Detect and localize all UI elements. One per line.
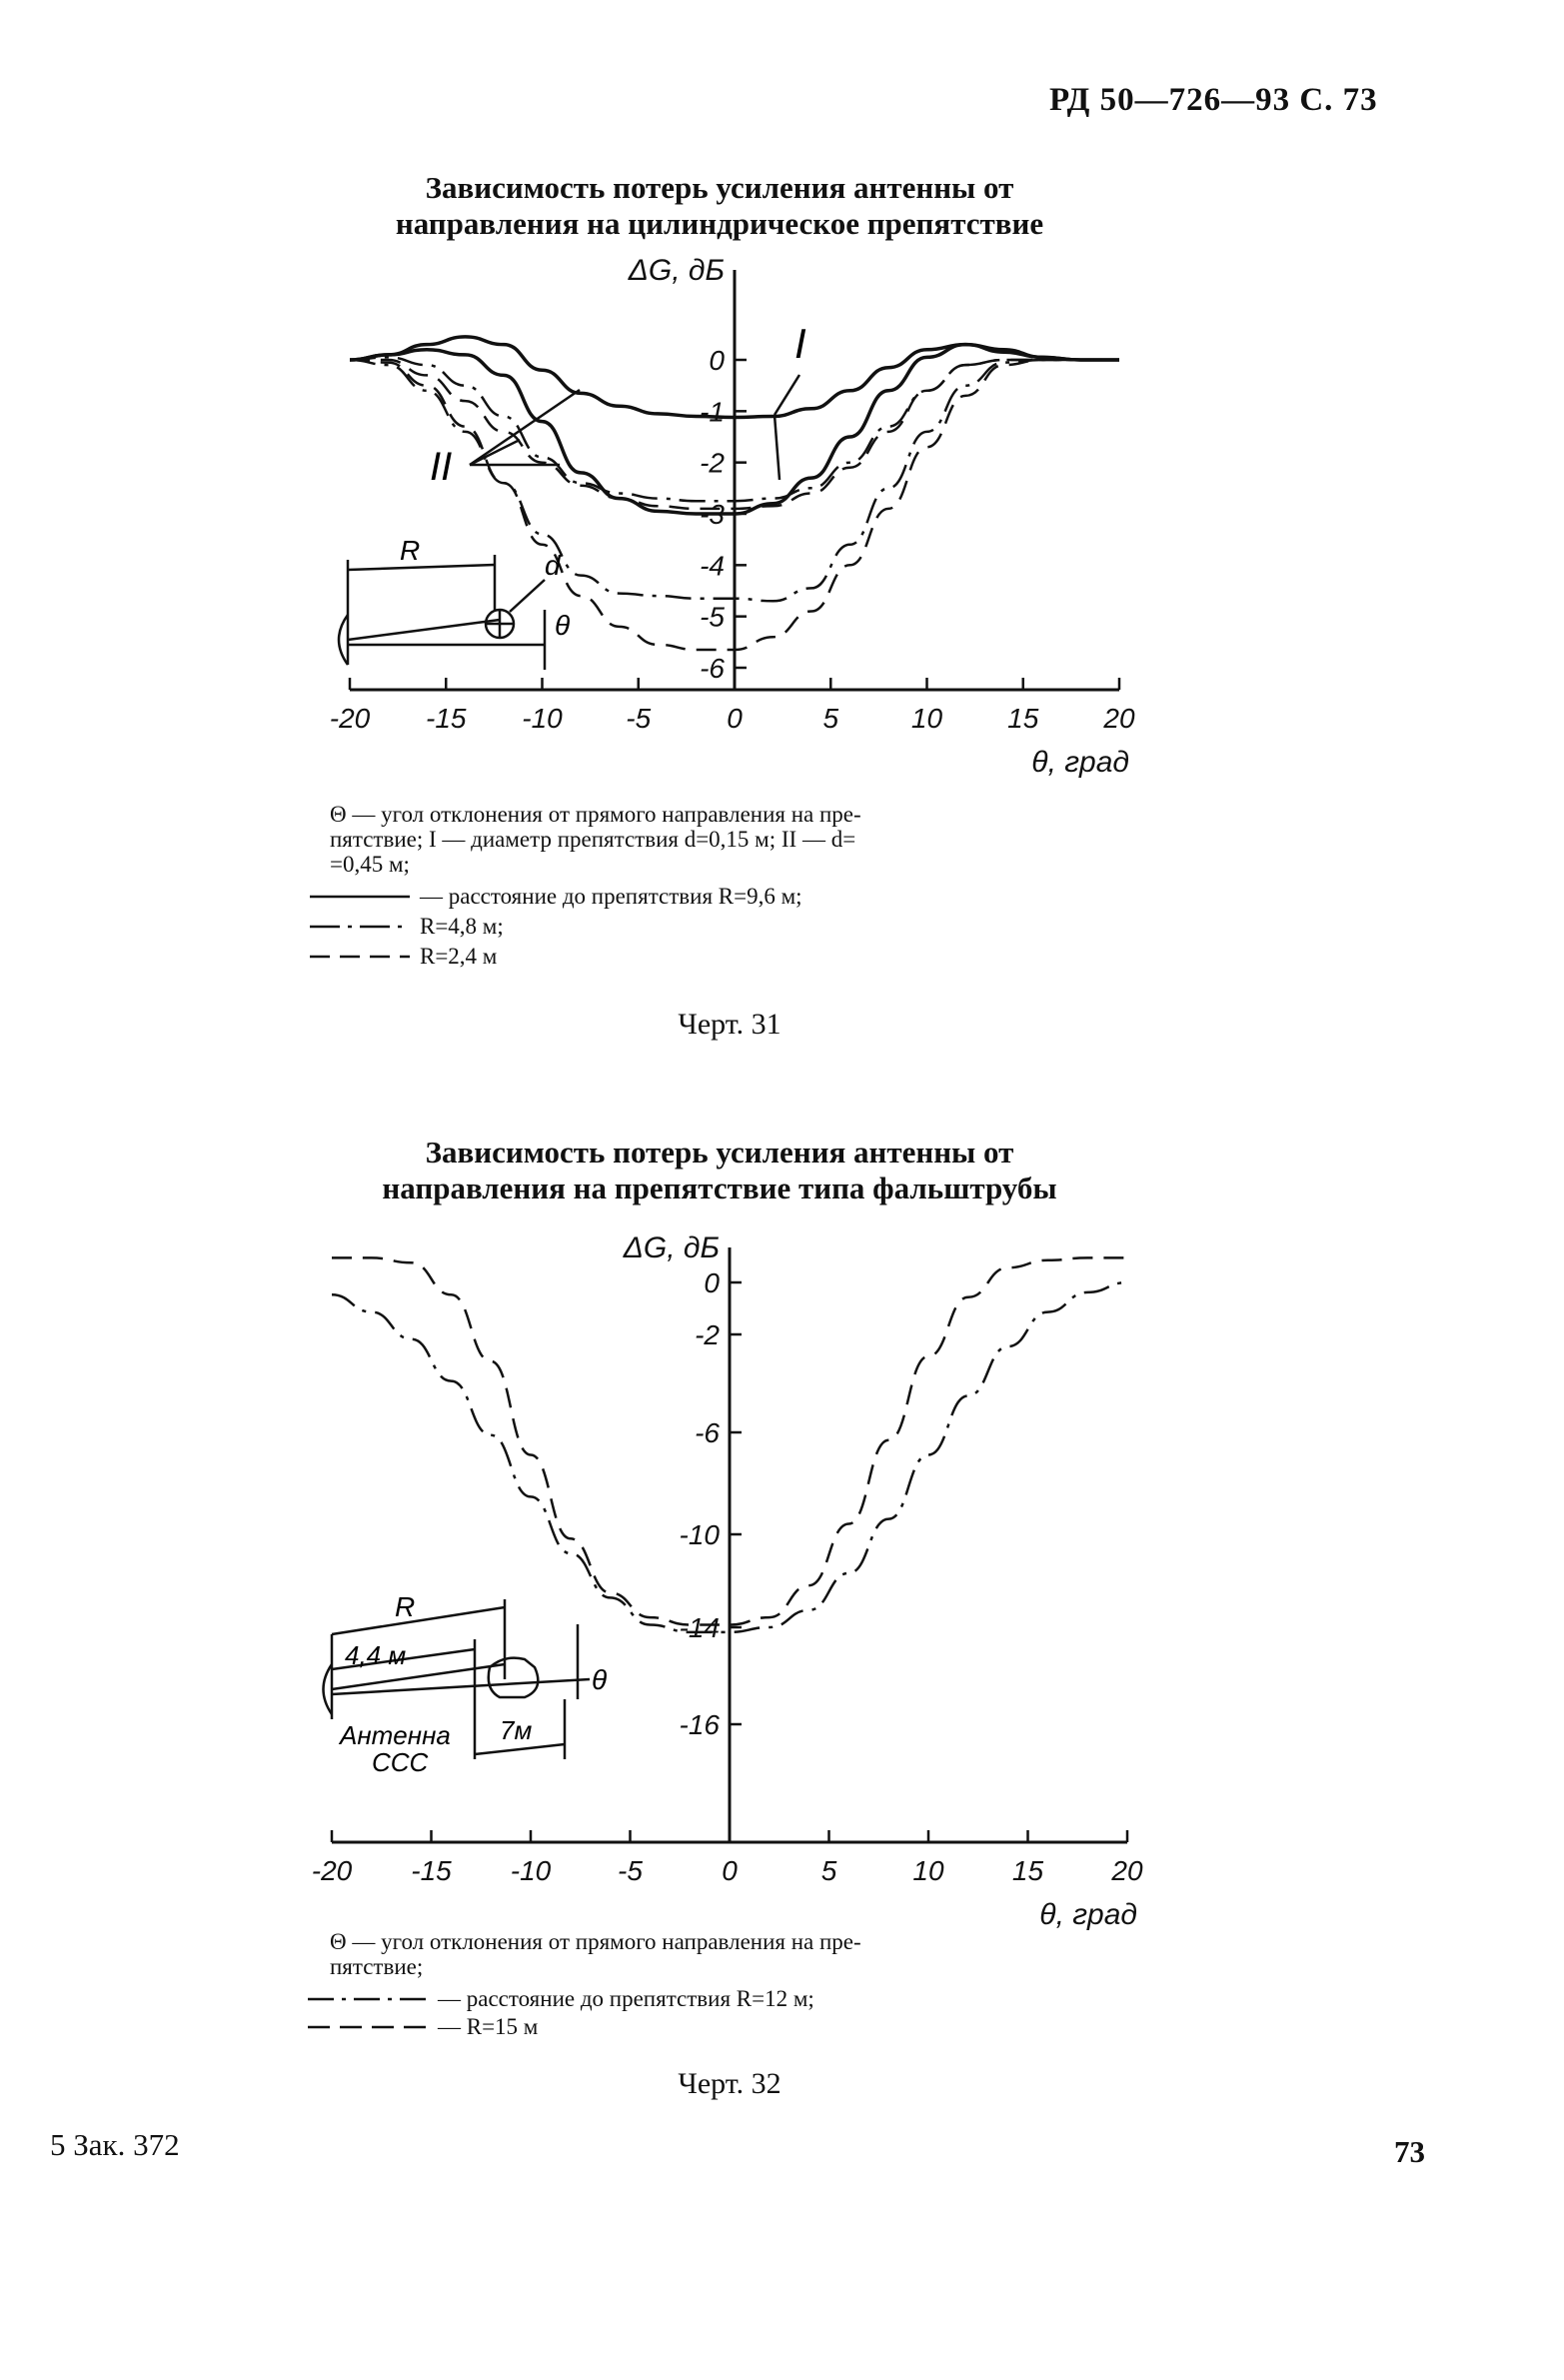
x-tick-label: -10 (510, 1855, 552, 1886)
y-tick-label: -2 (700, 447, 725, 479)
x-tick-label: 0 (727, 703, 743, 734)
fig32-note-line2: пятствие; (330, 1954, 424, 1979)
fig32-axes (312, 1231, 1143, 1931)
fig32-legend-label: — расстояние до препятствия R=12 м; (438, 1986, 814, 2011)
footer-page-number: 73 (1394, 2134, 1425, 2169)
y-tick-label: -4 (700, 550, 725, 582)
x-tick-label: -5 (626, 703, 652, 734)
x-tick-label: -15 (426, 703, 467, 734)
x-tick-label: 5 (822, 703, 839, 734)
fig31-note (330, 802, 1159, 877)
x-tick-label: 20 (1111, 1855, 1143, 1886)
x-tick-label: 5 (820, 1855, 837, 1886)
x-tick-label: -20 (311, 1855, 353, 1886)
y-tick-label: -1 (700, 396, 725, 428)
fig31-legend-label: R=2,4 м (420, 944, 498, 969)
fig31-note-line1: Θ — угол отклонения от прямого направления на пре- (330, 802, 861, 827)
y-tick-label: -10 (679, 1519, 720, 1550)
x-tick-label: 15 (1007, 703, 1039, 734)
fig32-inset-R: R (395, 1591, 416, 1622)
fig32-note (330, 1929, 1159, 1979)
fig31-note-line2: пятствие; I — диаметр препятствия d=0,15 м; II — d= (330, 827, 856, 852)
fig32-caption: Черт. 32 (678, 2067, 782, 2100)
x-tick-label: -20 (329, 703, 371, 734)
y-tick-label: -6 (700, 653, 725, 684)
fig31-title-line1: Зависимость потерь усиления антенны от (425, 170, 1014, 205)
fig32-legend (308, 1987, 814, 2039)
fig31-legend-label: R=4,8 м; (420, 914, 504, 939)
fig31-R-dim (348, 565, 495, 570)
fig31-note-line3: =0,45 м; (330, 852, 410, 877)
fig31-inset (339, 555, 545, 670)
fig32-legend-label: — R=15 м (438, 2014, 539, 2039)
x-tick-label: -10 (522, 703, 563, 734)
footer-order-number: 5 Зак. 372 (50, 2127, 180, 2162)
fig32-obstacle (489, 1658, 539, 1697)
fig32-title-line2: направления на препятствие типа фальштрубы (382, 1171, 1057, 1205)
fig31-group-II-label: II (430, 445, 453, 489)
fig32-inset-antenna1: Антенна (340, 1720, 451, 1750)
x-tick-label: 10 (912, 1855, 944, 1886)
fig32-legend-item-dashdot (308, 1987, 814, 2011)
running-header: РД 50—726—93 С. 73 (1049, 82, 1378, 118)
fig32-antenna-icon (324, 1664, 333, 1714)
fig32-inset-antenna2: ССС (372, 1747, 429, 1777)
x-tick-label: 20 (1103, 703, 1135, 734)
fig32-title-line1: Зависимость потерь усиления антенны от (425, 1135, 1014, 1170)
fig31-group-I-label: I (794, 320, 806, 367)
fig32-inset-dist2: 7м (500, 1715, 533, 1745)
fig32-title (250, 1135, 1189, 1206)
fig32-note-line1: Θ — угол отклонения от прямого направления на пре- (330, 1929, 861, 1954)
y-tick-label: -3 (700, 499, 725, 530)
fig32-inset-theta: θ (592, 1664, 608, 1695)
fig32-inset-dist1: 4,4 м (345, 1640, 407, 1670)
fig31-inset-d: d (545, 550, 561, 581)
fig31-title-line2: направления на цилиндрическое препятствие (395, 206, 1044, 241)
x-tick-label: 0 (722, 1855, 738, 1886)
fig31-inset-R: R (400, 535, 421, 566)
fig31-caption: Черт. 31 (678, 1008, 782, 1041)
y-axis-label: ΔG, дБ (623, 1231, 720, 1264)
y-axis-label: ΔG, дБ (628, 254, 725, 287)
y-tick-label: -2 (695, 1319, 720, 1350)
fig32-legend-item-dashed (308, 2015, 814, 2039)
fig31-legend-item-solid (310, 885, 802, 909)
y-tick-label: -16 (679, 1709, 720, 1740)
fig31-axes (330, 254, 1135, 779)
y-tick-label: -5 (700, 601, 725, 633)
y-tick-label: -14 (679, 1612, 720, 1643)
y-tick-label: 0 (709, 345, 725, 376)
y-tick-label: -6 (695, 1417, 720, 1448)
fig31-inset-theta: θ (555, 610, 571, 641)
fig31-legend-label: — расстояние до препятствия R=9,6 м; (420, 884, 802, 909)
fig31-legend (310, 885, 802, 969)
y-tick-label: 0 (704, 1267, 720, 1298)
fig31-legend-item-dashed (310, 945, 802, 969)
x-axis-label: θ, град (1031, 746, 1129, 779)
x-axis-label: θ, град (1039, 1898, 1137, 1931)
fig32-R-dim (332, 1607, 505, 1634)
x-tick-label: -15 (411, 1855, 452, 1886)
x-tick-label: 15 (1011, 1855, 1044, 1886)
x-tick-label: -5 (618, 1855, 643, 1886)
fig31-antenna-icon (339, 615, 348, 665)
x-tick-label: 10 (910, 703, 943, 734)
fig31-legend-item-dashdot (310, 915, 802, 939)
